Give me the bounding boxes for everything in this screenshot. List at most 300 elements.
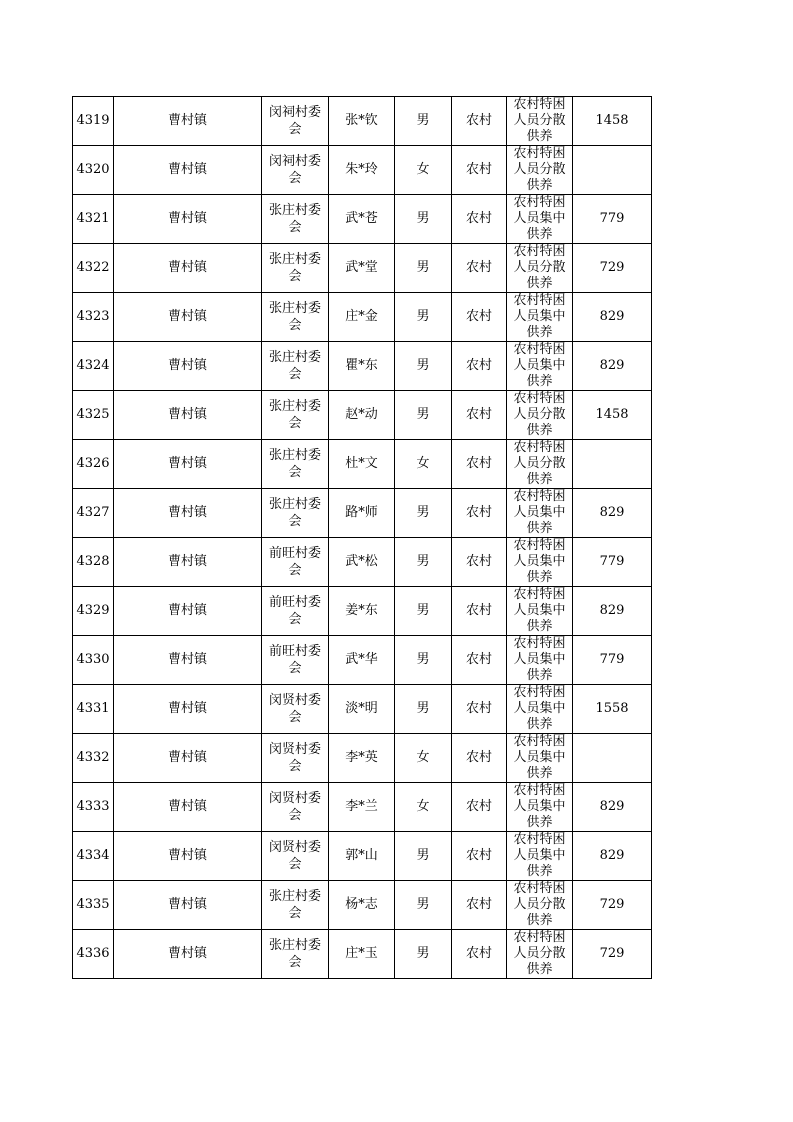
area-type-cell-text: 农村 (465, 897, 492, 912)
gender-cell (395, 734, 452, 783)
amount-cell (573, 832, 652, 881)
support-category-cell-text: 农村特困人员集中供养 (513, 685, 566, 732)
row-number-cell-text: 4335 (76, 897, 110, 912)
row-number-cell-text: 4333 (76, 799, 110, 814)
person-name-cell (329, 440, 395, 489)
table-row (73, 440, 652, 489)
support-category-cell-text: 农村特困人员集中供养 (513, 783, 566, 830)
amount-cell (573, 244, 652, 293)
village-committee-cell-text: 闵贤村委会 (268, 742, 321, 774)
village-committee-cell (262, 146, 329, 195)
roster-table-body (73, 97, 652, 979)
area-type-cell (452, 685, 507, 734)
village-committee-cell-text: 前旺村委会 (268, 595, 321, 627)
amount-cell-text: 829 (599, 358, 625, 373)
support-category-cell (507, 587, 573, 636)
row-number-cell (73, 293, 114, 342)
town-cell-text: 曹村镇 (167, 162, 207, 177)
village-committee-cell (262, 734, 329, 783)
area-type-cell (452, 440, 507, 489)
area-type-cell (452, 832, 507, 881)
gender-cell (395, 440, 452, 489)
row-number-cell (73, 195, 114, 244)
table-row (73, 97, 652, 146)
gender-cell (395, 930, 452, 979)
area-type-cell (452, 195, 507, 244)
village-committee-cell (262, 440, 329, 489)
amount-cell (573, 293, 652, 342)
town-cell-text: 曹村镇 (167, 456, 207, 471)
support-category-cell (507, 391, 573, 440)
amount-cell (573, 146, 652, 195)
table-row (73, 538, 652, 587)
person-name-cell-text: 庄*玉 (345, 946, 378, 961)
row-number-cell-text: 4322 (76, 260, 110, 275)
support-category-cell-text: 农村特困人员集中供养 (513, 342, 566, 389)
town-cell (114, 97, 262, 146)
amount-cell (573, 489, 652, 538)
gender-cell-text: 男 (416, 554, 430, 569)
table-row (73, 636, 652, 685)
village-committee-cell-text: 前旺村委会 (268, 644, 321, 676)
amount-cell-text: 729 (599, 897, 625, 912)
table-row (73, 930, 652, 979)
support-category-cell-text: 农村特困人员集中供养 (513, 195, 566, 242)
person-name-cell-text: 瞿*东 (345, 358, 378, 373)
village-committee-cell-text: 张庄村委会 (268, 350, 321, 382)
town-cell-text: 曹村镇 (167, 603, 207, 618)
amount-cell-text: 1458 (595, 407, 629, 422)
row-number-cell-text: 4329 (76, 603, 110, 618)
support-category-cell-text: 农村特困人员集中供养 (513, 489, 566, 536)
amount-cell-text: 829 (599, 799, 625, 814)
row-number-cell (73, 391, 114, 440)
person-name-cell-text: 郭*山 (345, 848, 378, 863)
row-number-cell-text: 4336 (76, 946, 110, 961)
area-type-cell-text: 农村 (465, 799, 492, 814)
town-cell-text: 曹村镇 (167, 505, 207, 520)
village-committee-cell (262, 342, 329, 391)
gender-cell (395, 636, 452, 685)
person-name-cell (329, 489, 395, 538)
gender-cell-text: 女 (416, 750, 430, 765)
amount-cell (573, 195, 652, 244)
person-name-cell-text: 姜*东 (345, 603, 378, 618)
town-cell-text: 曹村镇 (167, 897, 207, 912)
area-type-cell (452, 489, 507, 538)
table-row (73, 391, 652, 440)
village-committee-cell (262, 685, 329, 734)
town-cell-text: 曹村镇 (167, 113, 207, 128)
area-type-cell-text: 农村 (465, 848, 492, 863)
support-category-cell (507, 244, 573, 293)
village-committee-cell-text: 张庄村委会 (268, 399, 321, 431)
support-category-cell-text: 农村特困人员分散供养 (513, 244, 566, 291)
support-category-cell (507, 342, 573, 391)
town-cell-text: 曹村镇 (167, 407, 207, 422)
amount-cell-text: 729 (599, 946, 625, 961)
person-name-cell-text: 庄*金 (345, 309, 378, 324)
town-cell (114, 636, 262, 685)
person-name-cell (329, 587, 395, 636)
area-type-cell (452, 538, 507, 587)
person-name-cell (329, 685, 395, 734)
gender-cell-text: 男 (416, 848, 430, 863)
person-name-cell (329, 146, 395, 195)
amount-cell (573, 97, 652, 146)
row-number-cell-text: 4323 (76, 309, 110, 324)
row-number-cell (73, 832, 114, 881)
support-category-cell (507, 440, 573, 489)
amount-cell (573, 881, 652, 930)
row-number-cell (73, 636, 114, 685)
person-name-cell-text: 武*堂 (345, 260, 378, 275)
person-name-cell (329, 930, 395, 979)
support-category-cell-text: 农村特困人员集中供养 (513, 832, 566, 879)
area-type-cell-text: 农村 (465, 652, 492, 667)
support-category-cell (507, 146, 573, 195)
area-type-cell-text: 农村 (465, 211, 492, 226)
amount-cell (573, 538, 652, 587)
area-type-cell (452, 97, 507, 146)
village-committee-cell-text: 前旺村委会 (268, 546, 321, 578)
person-name-cell (329, 293, 395, 342)
support-category-cell (507, 97, 573, 146)
town-cell (114, 342, 262, 391)
gender-cell-text: 男 (416, 505, 430, 520)
village-committee-cell-text: 张庄村委会 (268, 938, 321, 970)
gender-cell-text: 女 (416, 162, 430, 177)
area-type-cell-text: 农村 (465, 603, 492, 618)
gender-cell-text: 女 (416, 799, 430, 814)
support-category-cell (507, 195, 573, 244)
person-name-cell (329, 734, 395, 783)
person-name-cell-text: 路*师 (345, 505, 378, 520)
support-category-cell-text: 农村特困人员集中供养 (513, 636, 566, 683)
row-number-cell (73, 685, 114, 734)
village-committee-cell (262, 489, 329, 538)
row-number-cell-text: 4319 (76, 113, 110, 128)
amount-cell (573, 734, 652, 783)
village-committee-cell-text: 张庄村委会 (268, 448, 321, 480)
amount-cell (573, 930, 652, 979)
area-type-cell (452, 930, 507, 979)
support-category-cell-text: 农村特困人员分散供养 (513, 391, 566, 438)
town-cell (114, 881, 262, 930)
amount-cell-text: 1458 (595, 113, 629, 128)
town-cell-text: 曹村镇 (167, 799, 207, 814)
row-number-cell (73, 881, 114, 930)
table-row (73, 293, 652, 342)
row-number-cell (73, 930, 114, 979)
amount-cell-text: 829 (599, 309, 625, 324)
village-committee-cell-text: 张庄村委会 (268, 301, 321, 333)
area-type-cell (452, 146, 507, 195)
gender-cell-text: 男 (416, 407, 430, 422)
area-type-cell-text: 农村 (465, 554, 492, 569)
gender-cell-text: 男 (416, 260, 430, 275)
amount-cell-text: 779 (599, 554, 625, 569)
gender-cell (395, 685, 452, 734)
row-number-cell-text: 4334 (76, 848, 110, 863)
row-number-cell (73, 244, 114, 293)
area-type-cell (452, 734, 507, 783)
gender-cell (395, 244, 452, 293)
table-row (73, 342, 652, 391)
area-type-cell (452, 244, 507, 293)
amount-cell (573, 391, 652, 440)
area-type-cell (452, 783, 507, 832)
amount-cell-text: 779 (599, 211, 625, 226)
person-name-cell-text: 李*兰 (345, 799, 378, 814)
support-category-cell-text: 农村特困人员分散供养 (513, 440, 566, 487)
village-committee-cell (262, 391, 329, 440)
row-number-cell (73, 538, 114, 587)
gender-cell (395, 97, 452, 146)
person-name-cell (329, 783, 395, 832)
area-type-cell-text: 农村 (465, 260, 492, 275)
gender-cell (395, 195, 452, 244)
gender-cell-text: 男 (416, 358, 430, 373)
amount-cell (573, 440, 652, 489)
gender-cell (395, 293, 452, 342)
town-cell-text: 曹村镇 (167, 358, 207, 373)
person-name-cell-text: 李*英 (345, 750, 378, 765)
person-name-cell (329, 391, 395, 440)
amount-cell (573, 587, 652, 636)
town-cell (114, 489, 262, 538)
support-category-cell-text: 农村特困人员集中供养 (513, 734, 566, 781)
person-name-cell-text: 杨*志 (345, 897, 378, 912)
gender-cell-text: 男 (416, 946, 430, 961)
person-name-cell-text: 杜*文 (345, 456, 378, 471)
village-committee-cell (262, 195, 329, 244)
town-cell (114, 146, 262, 195)
area-type-cell-text: 农村 (465, 750, 492, 765)
person-name-cell-text: 武*华 (345, 652, 378, 667)
area-type-cell (452, 342, 507, 391)
person-name-cell-text: 张*钦 (345, 113, 378, 128)
town-cell (114, 832, 262, 881)
person-name-cell (329, 832, 395, 881)
village-committee-cell (262, 587, 329, 636)
support-category-cell (507, 293, 573, 342)
support-category-cell (507, 832, 573, 881)
gender-cell (395, 587, 452, 636)
town-cell (114, 783, 262, 832)
row-number-cell-text: 4327 (76, 505, 110, 520)
person-name-cell (329, 195, 395, 244)
row-number-cell-text: 4332 (76, 750, 110, 765)
village-committee-cell (262, 538, 329, 587)
gender-cell (395, 538, 452, 587)
table-row (73, 832, 652, 881)
area-type-cell-text: 农村 (465, 407, 492, 422)
village-committee-cell (262, 293, 329, 342)
support-category-cell-text: 农村特困人员分散供养 (513, 881, 566, 928)
row-number-cell (73, 97, 114, 146)
person-name-cell-text: 武*松 (345, 554, 378, 569)
gender-cell-text: 男 (416, 309, 430, 324)
row-number-cell-text: 4326 (76, 456, 110, 471)
gender-cell-text: 男 (416, 603, 430, 618)
town-cell (114, 685, 262, 734)
amount-cell-text: 1558 (595, 701, 629, 716)
gender-cell (395, 832, 452, 881)
area-type-cell (452, 587, 507, 636)
town-cell (114, 391, 262, 440)
person-name-cell (329, 636, 395, 685)
support-category-cell (507, 734, 573, 783)
village-committee-cell (262, 783, 329, 832)
town-cell-text: 曹村镇 (167, 701, 207, 716)
town-cell (114, 293, 262, 342)
support-category-cell-text: 农村特困人员集中供养 (513, 538, 566, 585)
gender-cell (395, 391, 452, 440)
town-cell (114, 244, 262, 293)
roster-table (72, 96, 652, 979)
area-type-cell-text: 农村 (465, 946, 492, 961)
person-name-cell-text: 武*苍 (345, 211, 378, 226)
table-row (73, 244, 652, 293)
person-name-cell (329, 244, 395, 293)
town-cell (114, 538, 262, 587)
gender-cell (395, 146, 452, 195)
support-category-cell-text: 农村特困人员集中供养 (513, 293, 566, 340)
person-name-cell (329, 881, 395, 930)
town-cell-text: 曹村镇 (167, 554, 207, 569)
town-cell (114, 734, 262, 783)
row-number-cell-text: 4321 (76, 211, 110, 226)
table-row (73, 587, 652, 636)
amount-cell-text: 729 (599, 260, 625, 275)
gender-cell-text: 女 (416, 456, 430, 471)
town-cell-text: 曹村镇 (167, 260, 207, 275)
amount-cell-text: 829 (599, 848, 625, 863)
person-name-cell-text: 朱*玲 (345, 162, 378, 177)
table-row (73, 489, 652, 538)
village-committee-cell (262, 244, 329, 293)
village-committee-cell-text: 张庄村委会 (268, 889, 321, 921)
row-number-cell (73, 440, 114, 489)
village-committee-cell-text: 闵祠村委会 (268, 154, 321, 186)
support-category-cell (507, 489, 573, 538)
gender-cell-text: 男 (416, 113, 430, 128)
support-category-cell-text: 农村特困人员分散供养 (513, 97, 566, 144)
person-name-cell (329, 538, 395, 587)
row-number-cell (73, 734, 114, 783)
town-cell-text: 曹村镇 (167, 750, 207, 765)
support-category-cell (507, 783, 573, 832)
area-type-cell-text: 农村 (465, 309, 492, 324)
gender-cell (395, 342, 452, 391)
town-cell-text: 曹村镇 (167, 946, 207, 961)
town-cell-text: 曹村镇 (167, 848, 207, 863)
gender-cell-text: 男 (416, 701, 430, 716)
town-cell (114, 440, 262, 489)
area-type-cell-text: 农村 (465, 701, 492, 716)
support-category-cell (507, 881, 573, 930)
gender-cell (395, 881, 452, 930)
village-committee-cell-text: 张庄村委会 (268, 497, 321, 529)
gender-cell (395, 783, 452, 832)
village-committee-cell-text: 闵贤村委会 (268, 840, 321, 872)
row-number-cell-text: 4325 (76, 407, 110, 422)
area-type-cell-text: 农村 (465, 358, 492, 373)
row-number-cell (73, 342, 114, 391)
row-number-cell-text: 4324 (76, 358, 110, 373)
area-type-cell (452, 636, 507, 685)
area-type-cell-text: 农村 (465, 505, 492, 520)
table-row (73, 734, 652, 783)
town-cell-text: 曹村镇 (167, 211, 207, 226)
amount-cell-text: 779 (599, 652, 625, 667)
village-committee-cell-text: 张庄村委会 (268, 203, 321, 235)
support-category-cell (507, 685, 573, 734)
village-committee-cell-text: 张庄村委会 (268, 252, 321, 284)
town-cell-text: 曹村镇 (167, 309, 207, 324)
area-type-cell (452, 881, 507, 930)
row-number-cell-text: 4330 (76, 652, 110, 667)
gender-cell (395, 489, 452, 538)
town-cell (114, 195, 262, 244)
support-category-cell (507, 636, 573, 685)
amount-cell-text: 829 (599, 603, 625, 618)
amount-cell (573, 636, 652, 685)
town-cell (114, 930, 262, 979)
support-category-cell-text: 农村特困人员集中供养 (513, 587, 566, 634)
village-committee-cell-text: 闵祠村委会 (268, 105, 321, 137)
row-number-cell (73, 783, 114, 832)
area-type-cell-text: 农村 (465, 456, 492, 471)
row-number-cell (73, 587, 114, 636)
row-number-cell (73, 489, 114, 538)
gender-cell-text: 男 (416, 211, 430, 226)
area-type-cell (452, 391, 507, 440)
row-number-cell-text: 4320 (76, 162, 110, 177)
village-committee-cell-text: 闵贤村委会 (268, 791, 321, 823)
person-name-cell-text: 淡*明 (345, 701, 378, 716)
town-cell-text: 曹村镇 (167, 652, 207, 667)
town-cell (114, 587, 262, 636)
village-committee-cell (262, 930, 329, 979)
person-name-cell (329, 342, 395, 391)
village-committee-cell (262, 97, 329, 146)
person-name-cell (329, 97, 395, 146)
village-committee-cell-text: 闵贤村委会 (268, 693, 321, 725)
gender-cell-text: 男 (416, 652, 430, 667)
table-row (73, 685, 652, 734)
village-committee-cell (262, 636, 329, 685)
support-category-cell-text: 农村特困人员分散供养 (513, 930, 566, 977)
gender-cell-text: 男 (416, 897, 430, 912)
row-number-cell (73, 146, 114, 195)
row-number-cell-text: 4331 (76, 701, 110, 716)
table-row (73, 881, 652, 930)
support-category-cell-text: 农村特困人员分散供养 (513, 146, 566, 193)
village-committee-cell (262, 832, 329, 881)
support-category-cell (507, 930, 573, 979)
row-number-cell-text: 4328 (76, 554, 110, 569)
area-type-cell-text: 农村 (465, 113, 492, 128)
table-row (73, 783, 652, 832)
table-row (73, 195, 652, 244)
person-name-cell-text: 赵*动 (345, 407, 378, 422)
amount-cell (573, 685, 652, 734)
amount-cell-text: 829 (599, 505, 625, 520)
amount-cell (573, 342, 652, 391)
table-row (73, 146, 652, 195)
